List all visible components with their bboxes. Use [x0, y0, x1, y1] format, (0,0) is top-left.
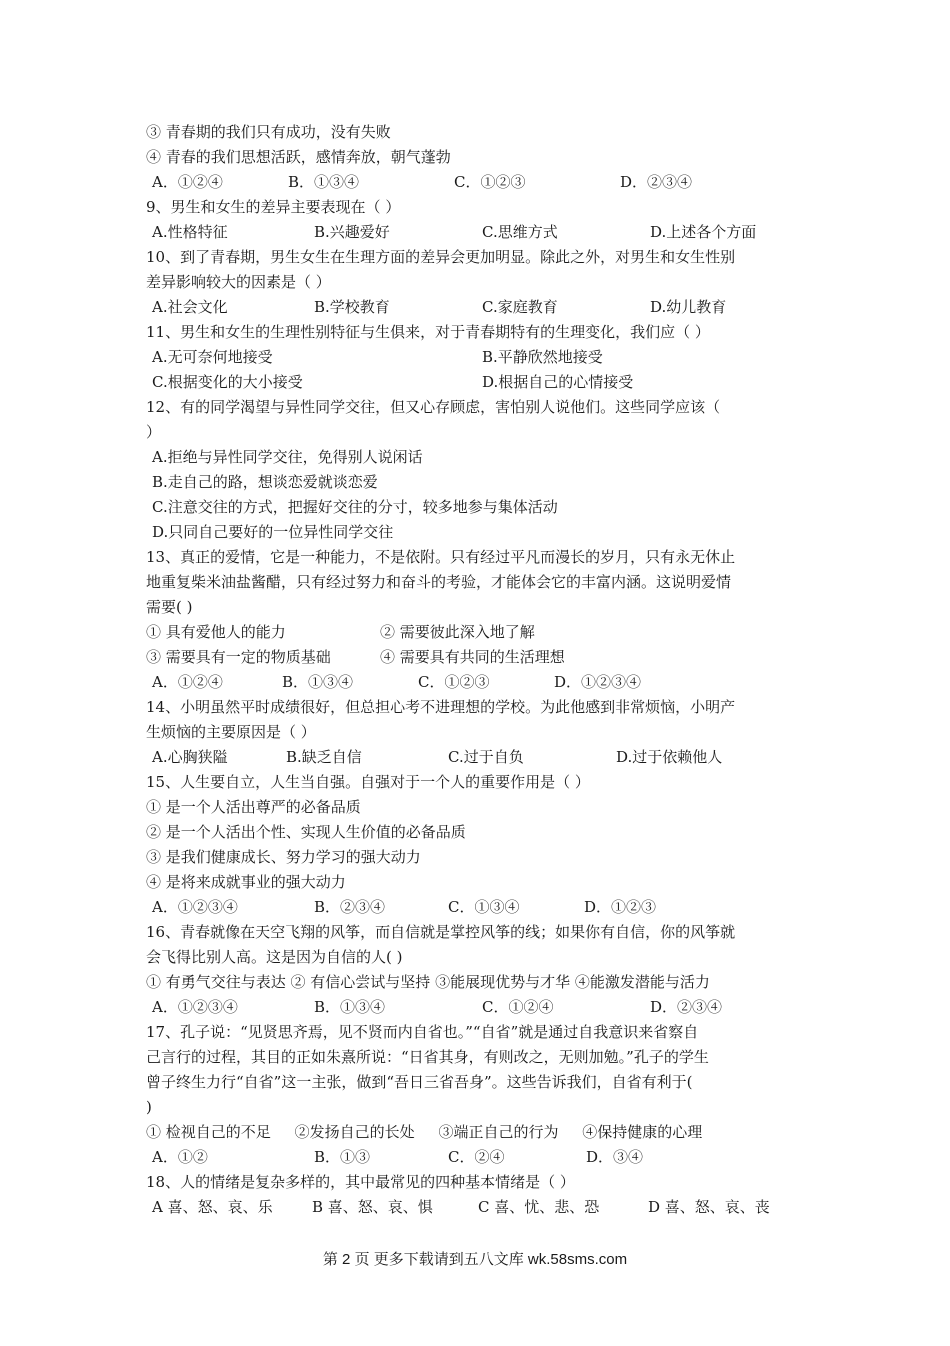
question-stem: 15、人生要自立，人生当自强。自强对于一个人的重要作用是（ ） — [146, 773, 590, 791]
item: ④ 需要具有共同的生活理想 — [380, 648, 565, 666]
question-stem: 曾子终生力行“自省”这一主张，做到“吾日三省吾身”。这些告诉我们，自省有利于( — [146, 1073, 693, 1091]
option: C.根据变化的大小接受 — [152, 373, 303, 391]
option: C．①②③ — [418, 673, 490, 691]
option: D．①②③ — [584, 898, 657, 916]
q15-options — [146, 895, 811, 920]
q18-options — [146, 1195, 811, 1220]
option: C.注意交往的方式，把握好交往的分寸，较多地参与集体活动 — [152, 498, 558, 516]
option: A．①②④ — [152, 673, 223, 691]
option: D.根据自己的心情接受 — [482, 373, 634, 391]
question-stem: 需要( ) — [146, 598, 193, 616]
option: D．①②③④ — [554, 673, 642, 691]
option: C.思维方式 — [482, 223, 558, 241]
item: ① 检视自己的不足 ②发扬自己的长处 ③端正自己的行为 ④保持健康的心理 — [146, 1123, 703, 1141]
question-stem: 生烦恼的主要原因是（ ） — [146, 723, 316, 741]
option: D．③④ — [586, 1148, 644, 1166]
option: A.性格特征 — [152, 223, 228, 241]
option: A．①② — [152, 1148, 208, 1166]
question-stem: 16、青春就像在天空飞翔的风筝，而自信就是掌控风筝的线；如果你有自信，你的风筝就 — [146, 923, 736, 941]
option: B．①③④ — [282, 673, 354, 691]
option: A.拒绝与异性同学交往，免得别人说闲话 — [152, 448, 423, 466]
item: ② 需要彼此深入地了解 — [380, 623, 535, 641]
option: A 喜、怒、哀、乐 — [152, 1198, 273, 1216]
option: C．①③④ — [448, 898, 520, 916]
option: C．①②④ — [482, 998, 554, 1016]
q16-options — [146, 995, 811, 1020]
q10-options — [146, 295, 811, 320]
item: ① 是一个人活出尊严的必备品质 — [146, 798, 361, 816]
q9-options — [146, 220, 811, 245]
option: B.学校教育 — [314, 298, 390, 316]
option: B．①③④ — [314, 998, 386, 1016]
question-stem: ） — [146, 423, 162, 441]
q13-options — [146, 670, 811, 695]
option: B．①③④ — [288, 173, 360, 191]
option: B．②③④ — [314, 898, 386, 916]
option: C．①②③ — [454, 173, 526, 191]
question-stem: 己言行的过程，其目的正如朱熹所说：“日省其身，有则改之，无则加勉。”孔子的学生 — [146, 1048, 709, 1066]
q17-options — [146, 1145, 811, 1170]
q13-items — [146, 620, 811, 645]
question-stem: 17、孔子说：“见贤思齐焉，见不贤而内自省也。”“自省”就是通过自我意识来省察自 — [146, 1023, 699, 1041]
option: A．①②③④ — [152, 898, 238, 916]
question-stem: 9、男生和女生的差异主要表现在（ ） — [146, 198, 401, 216]
option: D.上述各个方面 — [650, 223, 757, 241]
option: D．②③④ — [650, 998, 723, 1016]
option: B 喜、怒、哀、惧 — [312, 1198, 433, 1216]
question-stem: ) — [146, 1098, 152, 1116]
q14-options — [146, 745, 811, 770]
item-line: ③ 青春期的我们只有成功，没有失败 — [146, 123, 391, 141]
option: D．②③④ — [620, 173, 693, 191]
q11-options — [146, 345, 811, 370]
question-stem: 差异影响较大的因素是（ ） — [146, 273, 331, 291]
question-stem: 11、男生和女生的生理性别特征与生俱来，对于青春期特有的生理变化，我们应（ ） — [146, 323, 710, 341]
item: ③ 需要具有一定的物质基础 — [146, 648, 331, 666]
option: B.缺乏自信 — [286, 748, 362, 766]
exam-content — [146, 120, 811, 1220]
option: D 喜、怒、哀、丧 — [648, 1198, 770, 1216]
page-footer: 第 2 页 更多下载请到五八文库 wk.58sms.com — [322, 1251, 628, 1268]
option: A.心胸狭隘 — [152, 748, 228, 766]
q11-options — [146, 370, 811, 395]
option: B.平静欣然地接受 — [482, 348, 603, 366]
option: C．②④ — [448, 1148, 505, 1166]
option: C.过于自负 — [448, 748, 524, 766]
option: A.无可奈何地接受 — [152, 348, 273, 366]
option: A.社会文化 — [152, 298, 228, 316]
item-line: ④ 青春的我们思想活跃，感情奔放，朝气蓬勃 — [146, 148, 451, 166]
option: B.走自己的路，想谈恋爱就谈恋爱 — [152, 473, 378, 491]
q13-items — [146, 645, 811, 670]
question-stem: 10、到了青春期，男生女生在生理方面的差异会更加明显。除此之外，对男生和女生性别 — [146, 248, 736, 266]
option: C.家庭教育 — [482, 298, 558, 316]
option: A．①②③④ — [152, 998, 238, 1016]
option: C 喜、忧、悲、恐 — [478, 1198, 600, 1216]
option: A．①②④ — [152, 173, 223, 191]
option: B.兴趣爱好 — [314, 223, 390, 241]
option: D.幼儿教育 — [650, 298, 727, 316]
question-stem: 地重复柴米油盐酱醋，只有经过努力和奋斗的考验，才能体会它的丰富内涵。这说明爱情 — [146, 573, 732, 591]
option: D.过于依赖他人 — [616, 748, 723, 766]
item: ② 是一个人活出个性、实现人生价值的必备品质 — [146, 823, 466, 841]
option: B．①③ — [314, 1148, 371, 1166]
question-stem: 14、小明虽然平时成绩很好，但总担心考不进理想的学校。为此他感到非常烦恼，小明产 — [146, 698, 736, 716]
question-stem: 18、人的情绪是复杂多样的，其中最常见的四种基本情绪是（ ） — [146, 1173, 575, 1191]
question-stem: 13、真正的爱情，它是一种能力，不是依附。只有经过平凡而漫长的岁月，只有永无休止 — [146, 548, 736, 566]
question-stem: 12、有的同学渴望与异性同学交往，但又心存顾虑，害怕别人说他们。这些同学应该（ — [146, 398, 721, 416]
item: ① 具有爱他人的能力 — [146, 623, 286, 641]
option: D.只同自己要好的一位异性同学交往 — [152, 523, 394, 541]
item: ④ 是将来成就事业的强大动力 — [146, 873, 346, 891]
q8-options — [146, 170, 811, 195]
item: ③ 是我们健康成长、努力学习的强大动力 — [146, 848, 421, 866]
question-stem: 会飞得比别人高。这是因为自信的人( ) — [146, 948, 403, 966]
item: ① 有勇气交往与表达 ② 有信心尝试与坚持 ③能展现优势与才华 ④能激发潜能与活力 — [146, 973, 710, 991]
